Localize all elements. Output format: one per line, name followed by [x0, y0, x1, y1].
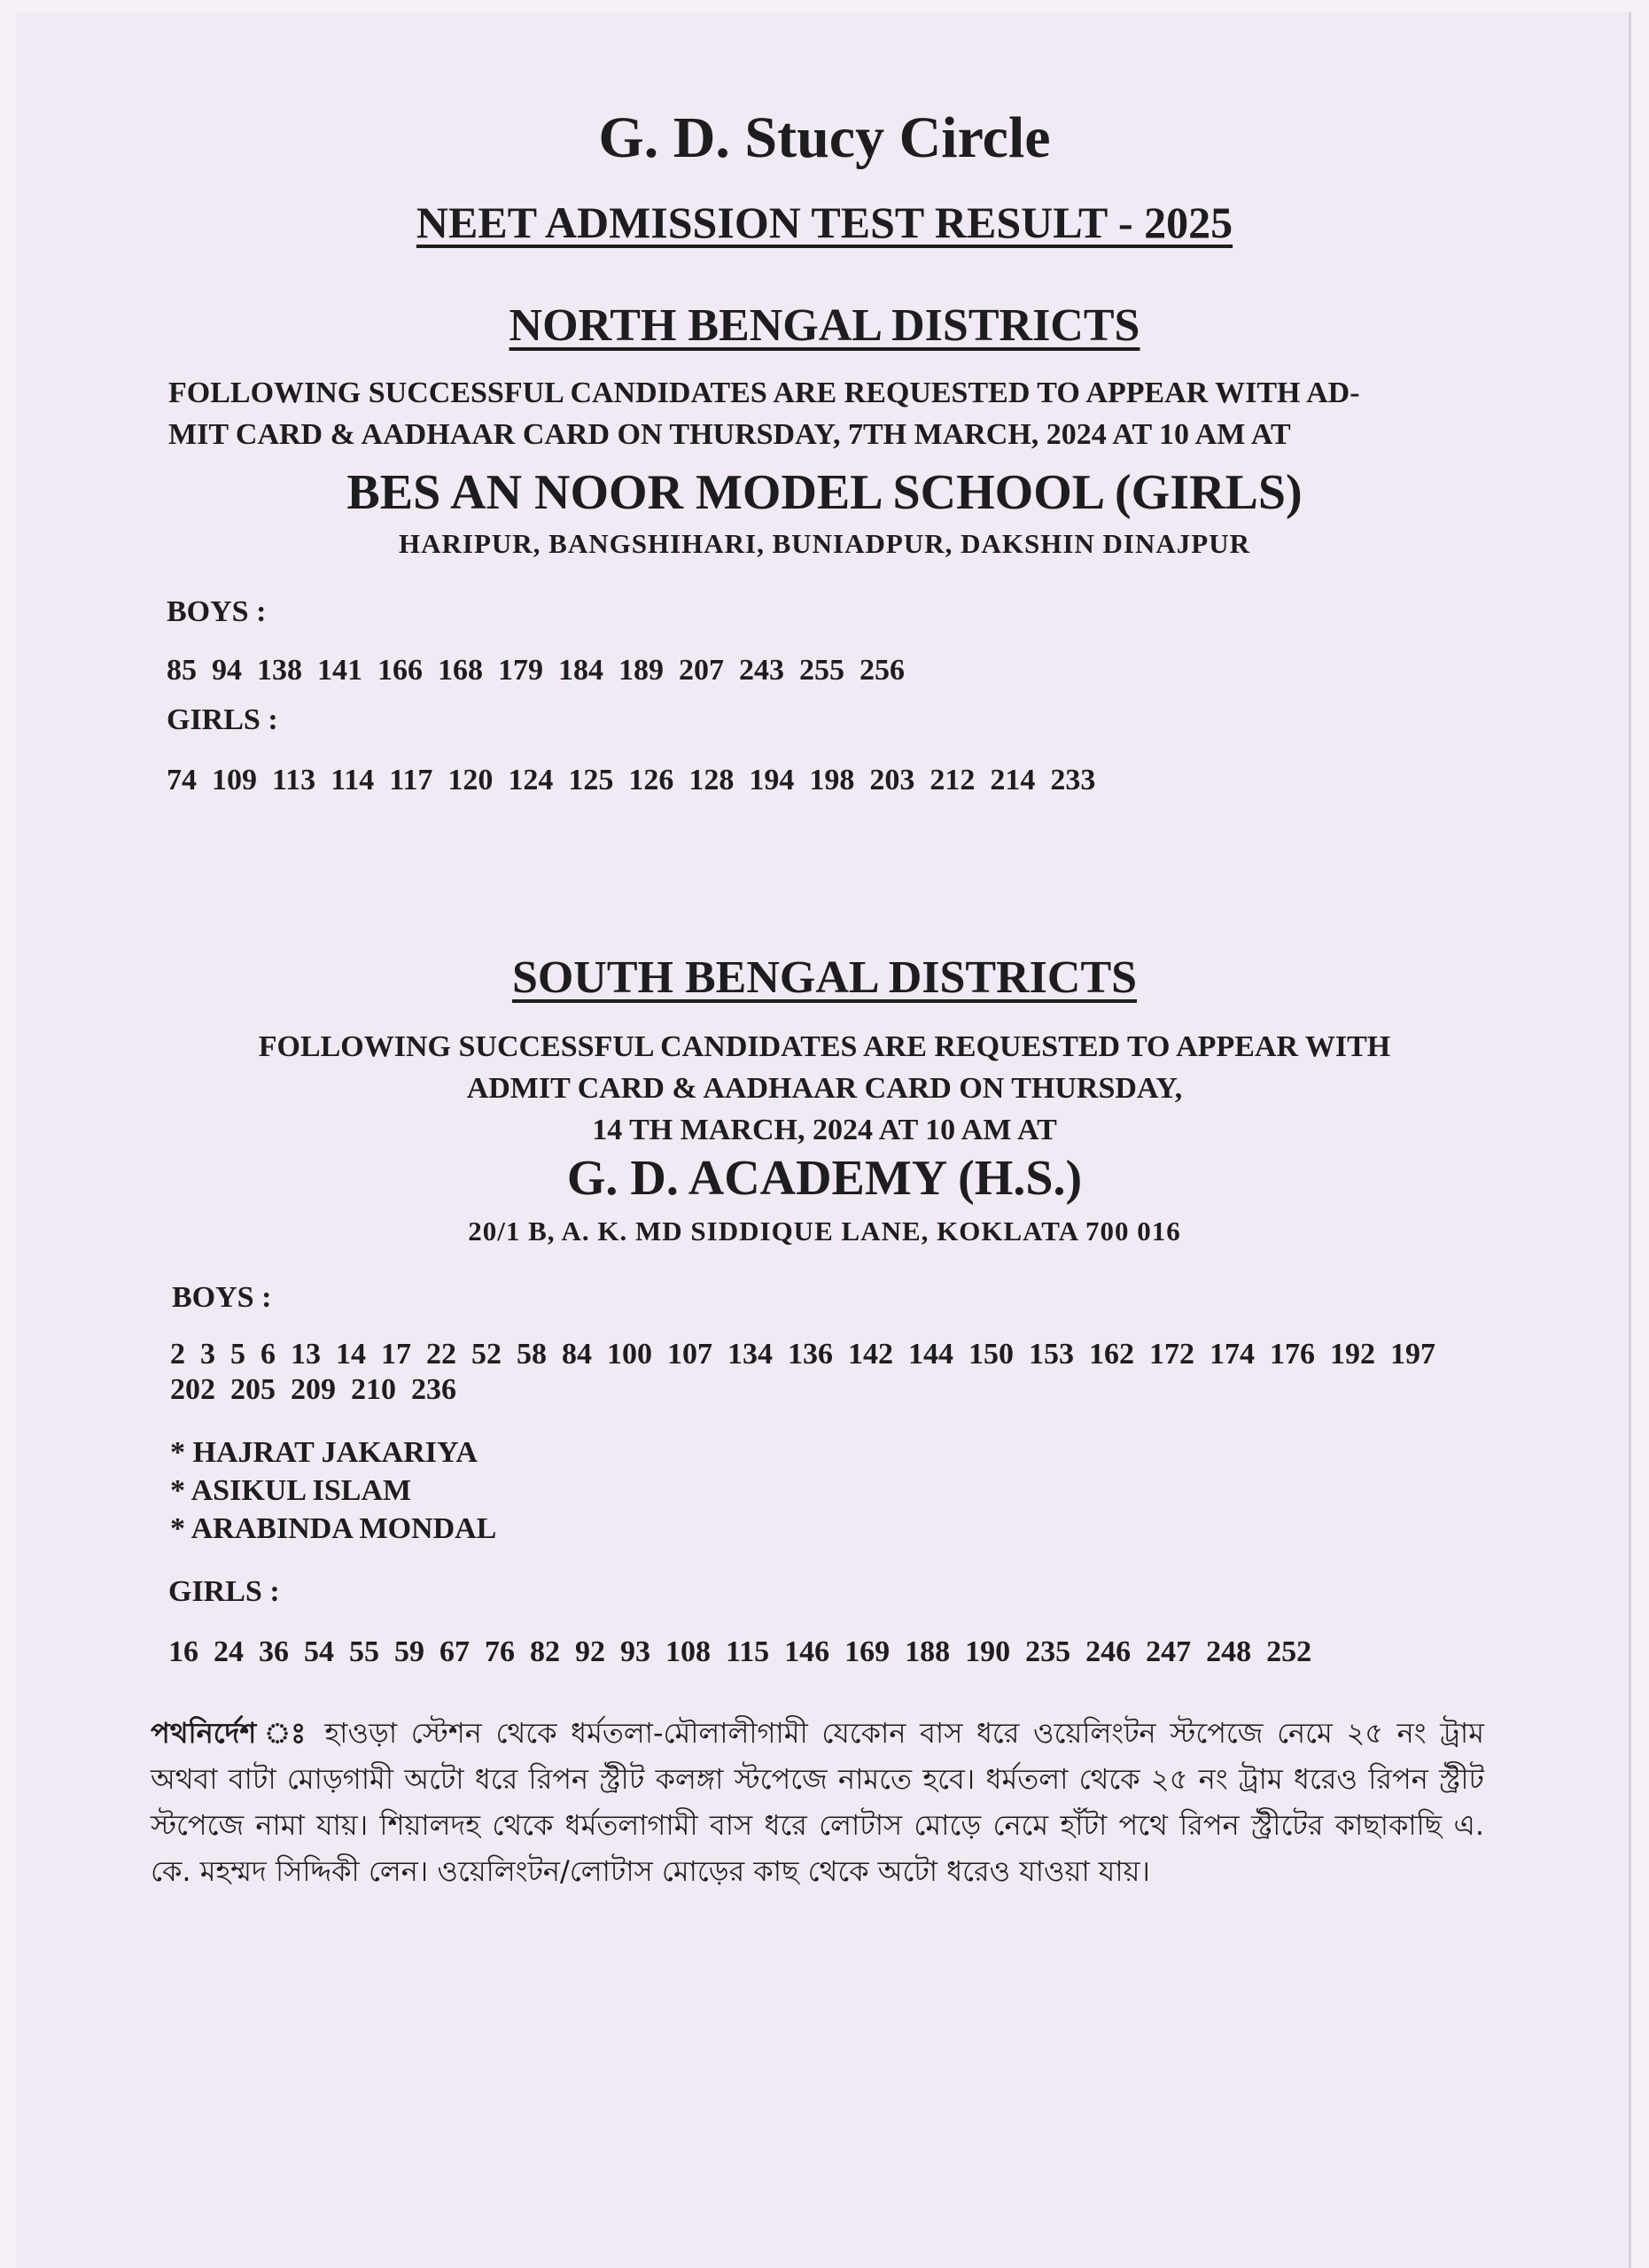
roll-number: 58 [517, 1338, 547, 1371]
roll-number: 252 [1266, 1635, 1312, 1668]
roll-number: 194 [749, 764, 795, 796]
roll-number: 94 [212, 654, 242, 687]
north-boys-label: BOYS : [167, 595, 267, 628]
roll-number: 85 [167, 654, 197, 687]
roll-number: 128 [688, 764, 735, 796]
roll-number: 74 [167, 764, 197, 796]
roll-number: 134 [727, 1338, 773, 1371]
roll-number: 120 [447, 764, 494, 796]
roll-number: 84 [562, 1338, 592, 1371]
roll-number: 192 [1330, 1338, 1375, 1371]
roll-number: 92 [575, 1635, 605, 1668]
roll-number: 172 [1149, 1338, 1194, 1371]
roll-number: 198 [809, 764, 855, 796]
roll-number: 141 [317, 654, 362, 687]
south-girls-label: GIRLS : [168, 1575, 280, 1608]
roll-number: 174 [1210, 1338, 1255, 1371]
roll-number: 255 [799, 654, 844, 687]
roll-number: 210 [351, 1373, 396, 1406]
roll-number: 54 [304, 1635, 334, 1668]
roll-number: 82 [530, 1635, 560, 1668]
roll-number: 246 [1085, 1635, 1132, 1668]
roll-number: 16 [168, 1635, 198, 1668]
south-notice-line-3: 14 TH MARCH, 2024 AT 10 AM AT [592, 1114, 1057, 1146]
south-notice-line-2: ADMIT CARD & AADHAAR CARD ON THURSDAY, [466, 1072, 1183, 1105]
roll-number: 166 [377, 654, 423, 687]
roll-number: 126 [628, 764, 674, 796]
roll-number: 22 [426, 1338, 456, 1371]
roll-number: 233 [1050, 764, 1096, 796]
south-notice [0, 1026, 1649, 1151]
roll-number: 214 [990, 764, 1036, 796]
roll-number: 256 [860, 654, 905, 687]
south-address: 20/1 B, A. K. MD SIDDIQUE LANE, KOKLATA 700 016 [468, 1216, 1181, 1247]
roll-number: 202 [170, 1373, 215, 1406]
north-notice-line-1: FOLLOWING SUCCESSFUL CANDIDATES ARE REQUESTED TO APPEAR WITH AD- [168, 377, 1360, 409]
roll-number: 142 [848, 1338, 893, 1371]
north-girls-label: GIRLS : [167, 703, 278, 736]
south-heading-text: SOUTH BENGAL DISTRICTS [511, 952, 1138, 1003]
roll-number: 5 [230, 1338, 245, 1371]
roll-number: 24 [214, 1635, 244, 1668]
roll-number: 150 [968, 1338, 1014, 1371]
roll-number: 124 [508, 764, 554, 796]
directions-text: হাওড়া স্টেশন থেকে ধর্মতলা-মৌলালীগামী যেকোন বাস ধরে ওয়েলিংটন স্টপেজে নেমে ২৫ নং ট্রাম অথবা বাটা মোড়গামী অটো ধরে রিপন স্ট্রীট কলঙ্গা স্টপেজে নামতে হবে। ধর্মতলা থেকে ২৫ নং ট্রাম ধরেও রিপন স্ট্রীট স্টপেজে নামা যায়। শিয়ালদহ থেকে ধর্মতলাগামী বাস ধরে লোটাস মোড়ে নেমে হাঁটা পথে রিপন স্ট্রীটের কাছাকাছি এ. কে. মহম্মদ সিদ্দিকী লেন। ওয়েলিংটন/লোটাস মোড়ের কাছ থেকে অটো ধরেও যাওয়া যায়। [151, 1716, 1484, 1888]
roll-number: 179 [498, 654, 543, 687]
roll-number: 136 [788, 1338, 833, 1371]
candidate-name: * ASIKUL ISLAM [170, 1474, 412, 1507]
roll-number: 212 [930, 764, 976, 796]
roll-number: 205 [230, 1373, 276, 1406]
organization-title: G. D. Stucy Circle [598, 105, 1051, 170]
roll-number: 248 [1206, 1635, 1252, 1668]
candidate-name: * HAJRAT JAKARIYA [170, 1436, 478, 1469]
roll-number: 243 [739, 654, 784, 687]
roll-number: 188 [905, 1635, 951, 1668]
roll-number: 13 [291, 1338, 321, 1371]
roll-number: 184 [558, 654, 603, 687]
roll-number: 115 [726, 1635, 770, 1668]
roll-number: 197 [1390, 1338, 1435, 1371]
document-title-text: NEET ADMISSION TEST RESULT - 2025 [416, 198, 1233, 247]
roll-number: 17 [381, 1338, 411, 1371]
north-heading [0, 299, 1649, 352]
roll-number: 55 [349, 1635, 379, 1668]
roll-number: 247 [1146, 1635, 1192, 1668]
roll-number: 3 [200, 1338, 215, 1371]
roll-number: 93 [620, 1635, 650, 1668]
directions-paragraph [151, 1710, 1484, 1894]
roll-number: 236 [411, 1373, 456, 1406]
south-notice-line-1: FOLLOWING SUCCESSFUL CANDIDATES ARE REQUESTED TO APPEAR WITH [258, 1030, 1391, 1063]
roll-number: 6 [261, 1338, 276, 1371]
roll-number: 59 [394, 1635, 424, 1668]
roll-number: 146 [784, 1635, 830, 1668]
south-boys-list [170, 1338, 1473, 1407]
roll-number: 153 [1029, 1338, 1074, 1371]
roll-number: 168 [438, 654, 483, 687]
document-title [0, 197, 1649, 248]
south-heading [0, 951, 1649, 1004]
roll-number: 107 [667, 1338, 712, 1371]
roll-number: 207 [679, 654, 724, 687]
north-heading-text: NORTH BENGAL DISTRICTS [509, 300, 1140, 351]
roll-number: 190 [965, 1635, 1011, 1668]
roll-number: 203 [869, 764, 915, 796]
north-address: HARIPUR, BANGSHIHARI, BUNIADPUR, DAKSHIN DINAJPUR [399, 528, 1250, 559]
north-notice [168, 372, 1489, 455]
south-boys-label: BOYS : [172, 1281, 272, 1314]
roll-number: 209 [291, 1373, 336, 1406]
candidate-name: * ARABINDA MONDAL [170, 1512, 497, 1545]
roll-number: 169 [844, 1635, 891, 1668]
north-venue: BES AN NOOR MODEL SCHOOL (GIRLS) [346, 465, 1303, 520]
roll-number: 162 [1089, 1338, 1134, 1371]
roll-number: 100 [607, 1338, 652, 1371]
roll-number: 189 [618, 654, 664, 687]
north-notice-line-2: MIT CARD & AADHAAR CARD ON THURSDAY, 7TH MARCH, 2024 AT 10 AM AT [168, 418, 1291, 451]
roll-number: 144 [908, 1338, 953, 1371]
roll-number: 176 [1270, 1338, 1315, 1371]
roll-number: 235 [1025, 1635, 1071, 1668]
roll-number: 36 [259, 1635, 289, 1668]
roll-number: 76 [485, 1635, 515, 1668]
roll-number: 109 [212, 764, 257, 796]
south-venue: G. D. ACADEMY (H.S.) [566, 1151, 1083, 1206]
roll-number: 52 [471, 1338, 502, 1371]
south-named-candidates [170, 1433, 496, 1548]
roll-number: 125 [568, 764, 614, 796]
directions-heading: পথনির্দেশ ঃ [151, 1716, 311, 1750]
north-boys-list [167, 654, 1496, 687]
roll-number: 67 [439, 1635, 470, 1668]
roll-number: 113 [272, 764, 316, 796]
roll-number: 14 [336, 1338, 366, 1371]
roll-number: 2 [170, 1338, 185, 1371]
south-girls-list [168, 1635, 1497, 1669]
north-girls-list [167, 764, 1496, 797]
roll-number: 138 [257, 654, 302, 687]
roll-number: 117 [389, 764, 433, 796]
roll-number: 114 [331, 764, 375, 796]
roll-number: 108 [665, 1635, 711, 1668]
